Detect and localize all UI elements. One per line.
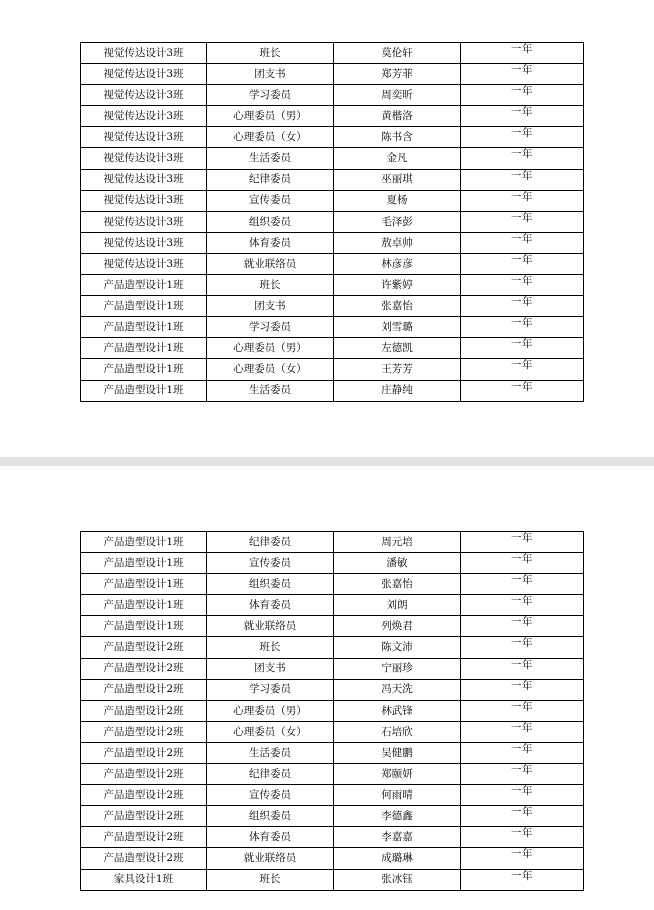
role-cell: 心理委员（男） [207,700,334,721]
term-cell: 一年 [461,43,584,64]
role-cell: 学习委员 [207,317,334,338]
roster-table-page-1 [80,42,584,402]
role-cell: 纪律委员 [207,764,334,785]
table-row [81,532,584,553]
term-cell: 一年 [461,785,584,806]
table-row [81,64,584,85]
term-cell: 一年 [461,127,584,148]
table-row [81,616,584,637]
roster-table-page-2 [80,531,584,891]
class-cell: 产品造型设计2班 [81,827,207,848]
term-cell: 一年 [461,380,584,401]
term-cell: 一年 [461,637,584,658]
term-cell: 一年 [461,721,584,742]
class-cell: 产品造型设计2班 [81,742,207,763]
name-cell: 刘雪璐 [334,317,461,338]
term-cell: 一年 [461,742,584,763]
table-row [81,106,584,127]
role-cell: 团支书 [207,64,334,85]
term-cell: 一年 [461,553,584,574]
name-cell: 张嘉怡 [334,296,461,317]
class-cell: 产品造型设计1班 [81,359,207,380]
class-cell: 产品造型设计2班 [81,721,207,742]
table-row [81,553,584,574]
class-cell: 产品造型设计1班 [81,317,207,338]
term-cell: 一年 [461,700,584,721]
class-cell: 视觉传达设计3班 [81,64,207,85]
page-separator [0,457,654,466]
role-cell: 心理委员（男） [207,106,334,127]
role-cell: 组织委员 [207,574,334,595]
name-cell: 张嘉怡 [334,574,461,595]
term-cell: 一年 [461,806,584,827]
role-cell: 班长 [207,869,334,890]
role-cell: 心理委员（女） [207,127,334,148]
term-cell: 一年 [461,679,584,700]
table-row [81,275,584,296]
term-cell: 一年 [461,253,584,274]
table-row [81,785,584,806]
name-cell: 张冰钰 [334,869,461,890]
table-row [81,721,584,742]
class-cell: 产品造型设计1班 [81,296,207,317]
class-cell: 产品造型设计2班 [81,785,207,806]
role-cell: 就业联络员 [207,616,334,637]
term-cell: 一年 [461,232,584,253]
role-cell: 体育委员 [207,827,334,848]
class-cell: 产品造型设计1班 [81,595,207,616]
table-row [81,679,584,700]
table-row [81,359,584,380]
role-cell: 学习委员 [207,85,334,106]
class-cell: 产品造型设计2班 [81,637,207,658]
name-cell: 王芳芳 [334,359,461,380]
name-cell: 夏杨 [334,190,461,211]
term-cell: 一年 [461,616,584,637]
roster-table-body [81,532,584,891]
term-cell: 一年 [461,595,584,616]
class-cell: 产品造型设计2班 [81,764,207,785]
class-cell: 视觉传达设计3班 [81,43,207,64]
roster-table-body [81,43,584,402]
term-cell: 一年 [461,764,584,785]
term-cell: 一年 [461,169,584,190]
role-cell: 生活委员 [207,742,334,763]
table-row [81,869,584,890]
name-cell: 莫伦轩 [334,43,461,64]
term-cell: 一年 [461,317,584,338]
role-cell: 心理委员（女） [207,721,334,742]
term-cell: 一年 [461,64,584,85]
class-cell: 产品造型设计1班 [81,532,207,553]
class-cell: 视觉传达设计3班 [81,169,207,190]
role-cell: 宣传委员 [207,785,334,806]
role-cell: 班长 [207,275,334,296]
name-cell: 黄楷洛 [334,106,461,127]
term-cell: 一年 [461,275,584,296]
term-cell: 一年 [461,848,584,869]
name-cell: 冯天洗 [334,679,461,700]
term-cell: 一年 [461,148,584,169]
table-row [81,127,584,148]
term-cell: 一年 [461,359,584,380]
role-cell: 班长 [207,43,334,64]
table-row [81,190,584,211]
term-cell: 一年 [461,85,584,106]
name-cell: 成璐琳 [334,848,461,869]
table-row [81,637,584,658]
name-cell: 金凡 [334,148,461,169]
class-cell: 产品造型设计1班 [81,574,207,595]
class-cell: 产品造型设计1班 [81,616,207,637]
class-cell: 产品造型设计2班 [81,806,207,827]
term-cell: 一年 [461,296,584,317]
name-cell: 吴健鹏 [334,742,461,763]
name-cell: 林彦彦 [334,253,461,274]
table-row [81,574,584,595]
role-cell: 宣传委员 [207,190,334,211]
term-cell: 一年 [461,211,584,232]
class-cell: 视觉传达设计3班 [81,211,207,232]
name-cell: 周元培 [334,532,461,553]
term-cell: 一年 [461,574,584,595]
name-cell: 郑芳菲 [334,64,461,85]
name-cell: 李嘉嘉 [334,827,461,848]
table-row [81,148,584,169]
term-cell: 一年 [461,532,584,553]
table-row [81,253,584,274]
name-cell: 郑颐妍 [334,764,461,785]
name-cell: 许紫婷 [334,275,461,296]
role-cell: 宣传委员 [207,553,334,574]
name-cell: 何雨晴 [334,785,461,806]
role-cell: 团支书 [207,296,334,317]
role-cell: 体育委员 [207,232,334,253]
name-cell: 陈书含 [334,127,461,148]
class-cell: 产品造型设计2班 [81,700,207,721]
role-cell: 就业联络员 [207,848,334,869]
role-cell: 体育委员 [207,595,334,616]
role-cell: 组织委员 [207,806,334,827]
table-row [81,700,584,721]
term-cell: 一年 [461,827,584,848]
class-cell: 产品造型设计1班 [81,380,207,401]
term-cell: 一年 [461,869,584,890]
role-cell: 班长 [207,637,334,658]
class-cell: 视觉传达设计3班 [81,85,207,106]
role-cell: 团支书 [207,658,334,679]
role-cell: 纪律委员 [207,532,334,553]
table-row [81,232,584,253]
class-cell: 产品造型设计1班 [81,275,207,296]
class-cell: 视觉传达设计3班 [81,190,207,211]
name-cell: 石培欣 [334,721,461,742]
class-cell: 视觉传达设计3班 [81,148,207,169]
role-cell: 心理委员（女） [207,359,334,380]
name-cell: 宁丽珍 [334,658,461,679]
name-cell: 周奕昕 [334,85,461,106]
role-cell: 就业联络员 [207,253,334,274]
term-cell: 一年 [461,658,584,679]
table-row [81,848,584,869]
table-row [81,827,584,848]
role-cell: 生活委员 [207,148,334,169]
table-row [81,43,584,64]
term-cell: 一年 [461,190,584,211]
table-row [81,764,584,785]
role-cell: 组织委员 [207,211,334,232]
table-row [81,380,584,401]
class-cell: 产品造型设计1班 [81,553,207,574]
table-row [81,338,584,359]
name-cell: 左德凯 [334,338,461,359]
table-row [81,169,584,190]
document-page-2 [0,466,654,910]
name-cell: 刘朗 [334,595,461,616]
table-row [81,806,584,827]
term-cell: 一年 [461,106,584,127]
name-cell: 列焕君 [334,616,461,637]
name-cell: 毛泽彭 [334,211,461,232]
table-row [81,85,584,106]
class-cell: 视觉传达设计3班 [81,232,207,253]
class-cell: 视觉传达设计3班 [81,253,207,274]
role-cell: 学习委员 [207,679,334,700]
name-cell: 庄静纯 [334,380,461,401]
table-row [81,296,584,317]
role-cell: 纪律委员 [207,169,334,190]
class-cell: 产品造型设计1班 [81,338,207,359]
class-cell: 视觉传达设计3班 [81,127,207,148]
term-cell: 一年 [461,338,584,359]
table-row [81,595,584,616]
role-cell: 生活委员 [207,380,334,401]
class-cell: 产品造型设计2班 [81,848,207,869]
name-cell: 巫丽琪 [334,169,461,190]
class-cell: 视觉传达设计3班 [81,106,207,127]
table-row [81,658,584,679]
name-cell: 潘敏 [334,553,461,574]
class-cell: 产品造型设计2班 [81,679,207,700]
name-cell: 林武锋 [334,700,461,721]
table-row [81,211,584,232]
name-cell: 陈文沛 [334,637,461,658]
name-cell: 敖卓帅 [334,232,461,253]
name-cell: 李德鑫 [334,806,461,827]
table-row [81,742,584,763]
class-cell: 家具设计1班 [81,869,207,890]
class-cell: 产品造型设计2班 [81,658,207,679]
role-cell: 心理委员（男） [207,338,334,359]
table-row [81,317,584,338]
